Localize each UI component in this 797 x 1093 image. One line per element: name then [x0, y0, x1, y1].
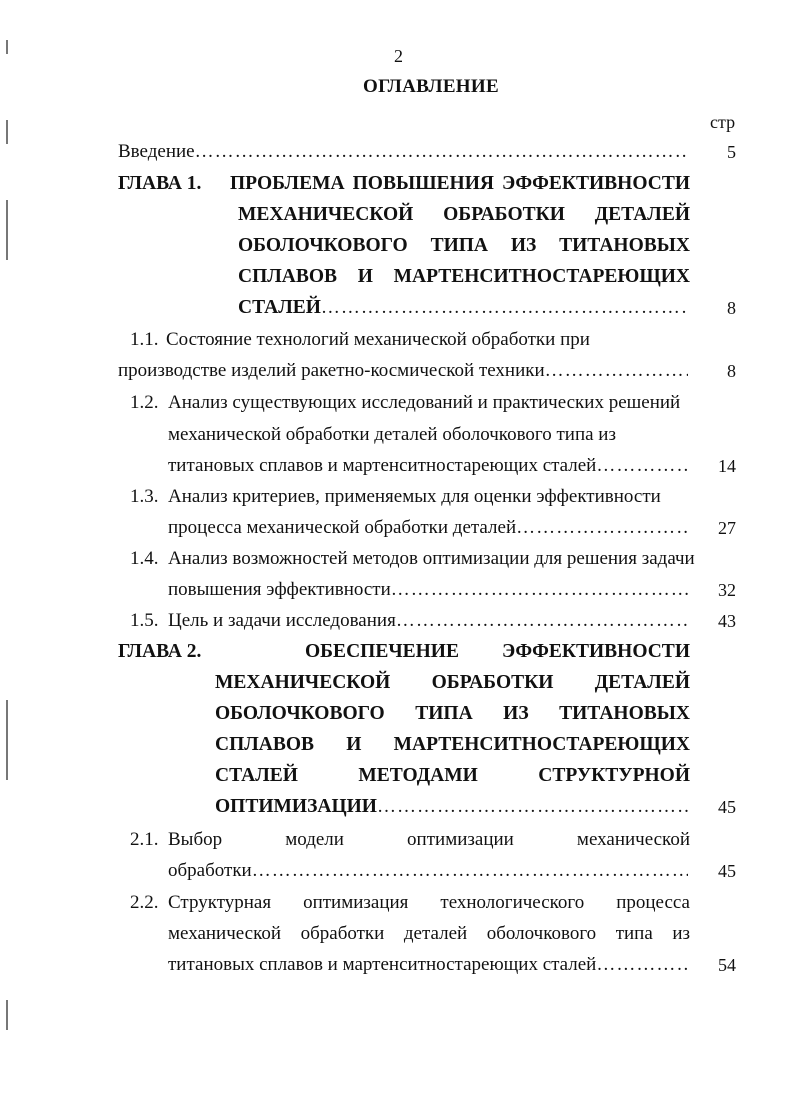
- section-title-last-line: повышения эффективности: [168, 579, 391, 600]
- section-title-last-line: производстве изделий ракетно-космической техники: [118, 360, 545, 381]
- section-title-last-line: титановых сплавов и мартенситностареющих сталей: [168, 954, 597, 975]
- toc-page-number: 43: [718, 611, 736, 631]
- toc-page-number: 54: [718, 955, 736, 975]
- section-number: 2.1.: [130, 829, 159, 850]
- toc-page-number: 8: [727, 361, 736, 381]
- toc-page-number: 32: [718, 580, 736, 600]
- chapter-title-line: СПЛАВОВ И МАРТЕНСИТНОСТАРЕЮЩИХ: [238, 266, 690, 287]
- section-number: 1.2.: [130, 392, 159, 413]
- toc-entry-intro[interactable]: [118, 138, 688, 166]
- leader-dots: [377, 793, 688, 821]
- section-title-last-line: титановых сплавов и мартенситностареющих сталей: [168, 455, 597, 476]
- toc-entry-1-4[interactable]: [168, 576, 688, 604]
- scan-artifact: [6, 200, 8, 260]
- page-title: ОГЛАВЛЕНИЕ: [363, 76, 499, 97]
- toc-entry-1-2[interactable]: [168, 452, 688, 480]
- section-title-line: Выбор модели оптимизации механической: [168, 829, 690, 850]
- section-title-line: механической обработки деталей оболочкового типа из: [168, 424, 616, 445]
- section-number: 1.1.: [130, 329, 159, 350]
- toc-entry-chapter-2[interactable]: [215, 793, 688, 821]
- chapter-title-line: ОБЕСПЕЧЕНИЕ ЭФФЕКТИВНОСТИ: [305, 641, 690, 662]
- chapter-title-line: МЕХАНИЧЕСКОЙ ОБРАБОТКИ ДЕТАЛЕЙ: [238, 204, 690, 225]
- leader-dots: [516, 514, 688, 542]
- section-title-line: Анализ существующих исследований и практических решений: [168, 392, 681, 413]
- section-title-line: механической обработки деталей оболочкового типа из: [168, 923, 690, 944]
- toc-page-number: 5: [727, 142, 736, 162]
- page-number: 2: [394, 46, 403, 66]
- toc-entry-1-5[interactable]: [168, 607, 688, 635]
- section-title-last-line: процесса механической обработки деталей: [168, 517, 517, 538]
- toc-entry-1-3[interactable]: [168, 514, 688, 542]
- chapter-title-line: СТАЛЕЙ МЕТОДАМИ СТРУКТУРНОЙ: [215, 765, 690, 786]
- toc-page-number: 27: [718, 518, 736, 538]
- leader-dots: [195, 138, 688, 166]
- section-number: 2.2.: [130, 892, 159, 913]
- section-number: 1.5.: [130, 610, 159, 631]
- leader-dots: [396, 607, 688, 635]
- section-number: 1.3.: [130, 486, 159, 507]
- chapter-title-line: ОБОЛОЧКОВОГО ТИПА ИЗ ТИТАНОВЫХ: [215, 703, 690, 724]
- page-column-header: стр: [710, 112, 736, 132]
- toc-page-number: 8: [727, 298, 736, 318]
- chapter-title-last-line: СТАЛЕЙ: [238, 297, 321, 318]
- toc-page-number: 45: [718, 797, 736, 817]
- chapter-label: ГЛАВА 2.: [118, 641, 202, 662]
- leader-dots: [391, 576, 688, 604]
- chapter-title-line: ПРОБЛЕМА ПОВЫШЕНИЯ ЭФФЕКТИВНОСТИ: [230, 173, 690, 194]
- chapter-label: ГЛАВА 1.: [118, 173, 202, 194]
- toc-entry-2-1[interactable]: [168, 857, 688, 885]
- section-title-line: Анализ критериев, применяемых для оценки эффективности: [168, 486, 661, 507]
- chapter-title-line: СПЛАВОВ И МАРТЕНСИТНОСТАРЕЮЩИХ: [215, 734, 690, 755]
- toc-entry-text: Введение: [118, 141, 195, 162]
- section-title-line: Структурная оптимизация технологического процесса: [168, 892, 690, 913]
- toc-page-number: 45: [718, 861, 736, 881]
- leader-dots: [545, 357, 688, 385]
- leader-dots: [596, 452, 688, 480]
- section-number: 1.4.: [130, 548, 159, 569]
- section-title: Цель и задачи исследования: [168, 610, 396, 631]
- leader-dots: [252, 857, 688, 885]
- chapter-title-last-line: ОПТИМИЗАЦИИ: [215, 796, 377, 817]
- leader-dots: [321, 294, 688, 322]
- chapter-title-line: МЕХАНИЧЕСКОЙ ОБРАБОТКИ ДЕТАЛЕЙ: [215, 672, 690, 693]
- scan-artifact: [6, 120, 8, 144]
- section-title-line: Состояние технологий механической обработки при: [166, 329, 590, 350]
- toc-entry-chapter-1[interactable]: [238, 294, 688, 322]
- toc-entry-1-1[interactable]: [118, 357, 688, 385]
- chapter-title-line: ОБОЛОЧКОВОГО ТИПА ИЗ ТИТАНОВЫХ: [238, 235, 690, 256]
- leader-dots: [596, 951, 688, 979]
- toc-page-number: 14: [718, 456, 736, 476]
- scan-artifact: [6, 1000, 8, 1030]
- section-title-line: Анализ возможностей методов оптимизации для решения задачи: [168, 548, 695, 569]
- toc-entry-2-2[interactable]: [168, 951, 688, 979]
- section-title-last-line: обработки: [168, 860, 252, 881]
- scan-artifact: [6, 700, 8, 780]
